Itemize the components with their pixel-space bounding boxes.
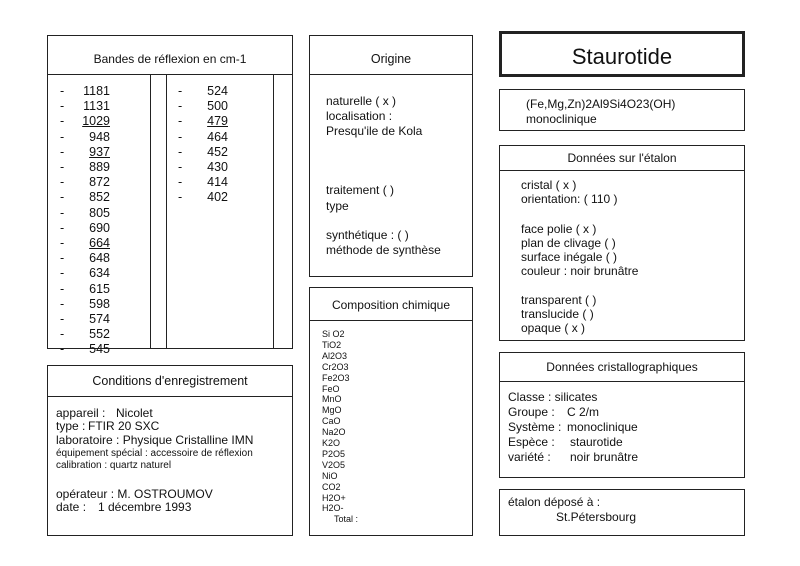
- cristallo-groupe-label: Groupe :: [508, 405, 555, 419]
- band-dash: -: [178, 160, 183, 174]
- band-value: 524: [207, 84, 228, 98]
- band-value: 805: [89, 205, 110, 220]
- depot-panel: [499, 489, 745, 536]
- conditions-appareil-label: appareil :: [56, 406, 106, 420]
- band-dash: -: [60, 190, 65, 205]
- band-value: 948: [89, 129, 110, 144]
- band-dash: -: [60, 296, 65, 311]
- conditions-type-label: type :: [56, 419, 86, 433]
- origine-naturelle: naturelle ( x ): [326, 94, 397, 108]
- etalon-title-divider: [500, 170, 744, 171]
- conditions-date-label: date :: [56, 500, 87, 514]
- band-row: [60, 251, 140, 266]
- band-value: 552: [89, 327, 110, 342]
- composition-item: NiO: [322, 470, 338, 481]
- band-row: [178, 160, 258, 175]
- composition-item: P2O5: [322, 448, 346, 459]
- band-value: 648: [89, 251, 110, 266]
- band-dash: -: [60, 281, 65, 296]
- band-value: 690: [89, 220, 110, 235]
- composition-panel: [309, 287, 473, 536]
- band-dash: -: [178, 190, 183, 205]
- band-row: [60, 114, 140, 129]
- band-value: 414: [207, 175, 228, 190]
- bands-title-divider: [48, 74, 292, 75]
- cristallo-title: Données cristallographiques: [546, 360, 698, 374]
- etalon-panel: [499, 145, 745, 341]
- band-row: [60, 327, 140, 342]
- band-dash: -: [60, 236, 65, 250]
- band-row: [60, 130, 140, 145]
- depot-label: étalon déposé à :: [508, 495, 601, 509]
- band-dash: -: [60, 266, 65, 281]
- origine-title-divider: [310, 74, 472, 75]
- origine-synthetique: synthétique : ( ): [326, 228, 409, 242]
- conditions-panel: [47, 365, 293, 536]
- etalon-face-polie: face polie ( x ): [521, 222, 597, 236]
- origine-methode: méthode de synthèse: [326, 243, 441, 257]
- cristallo-systeme-value: monoclinique: [567, 420, 638, 434]
- band-value: 479: [207, 114, 228, 129]
- band-row: [60, 84, 140, 99]
- band-row: [178, 84, 258, 99]
- conditions-title-divider: [48, 396, 292, 397]
- conditions-equipement: équipement spécial : accessoire de réflexion: [56, 448, 253, 459]
- band-dash: -: [60, 160, 65, 174]
- mineral-name: Staurotide: [571, 44, 673, 69]
- origine-panel: [309, 35, 473, 277]
- composition-item: Si O2: [322, 329, 345, 339]
- band-value: 430: [207, 160, 228, 174]
- band-row: [60, 160, 140, 175]
- cristallo-espece-label: Espèce :: [508, 435, 555, 449]
- bands-column-divider-1: [150, 74, 151, 348]
- etalon-orientation: orientation: ( 110 ): [521, 192, 618, 206]
- cristallo-title-divider: [500, 381, 744, 382]
- composition-item: H2O+: [322, 492, 346, 503]
- band-dash: -: [60, 84, 65, 98]
- cristallo-panel: [499, 352, 745, 478]
- band-value: 889: [89, 160, 110, 174]
- band-dash: -: [60, 251, 65, 266]
- band-row: [178, 130, 258, 145]
- band-row: [178, 190, 258, 205]
- etalon-translucide: translucide ( ): [521, 307, 594, 321]
- band-dash: -: [178, 144, 183, 159]
- composition-item: Al2O3: [322, 350, 348, 361]
- band-value: 615: [89, 281, 110, 296]
- band-row: [60, 206, 140, 221]
- cristallo-systeme-label: Système :: [508, 420, 562, 434]
- conditions-date-value: 1 décembre 1993: [98, 500, 192, 514]
- band-dash: -: [60, 342, 65, 357]
- composition-total: Total :: [334, 514, 359, 525]
- band-dash: -: [178, 129, 183, 144]
- origine-localisation-value: Presqu'ile de Kola: [326, 124, 423, 138]
- bands-column-divider-2: [166, 74, 167, 348]
- conditions-operateur: opérateur : M. OSTROUMOV: [56, 487, 213, 501]
- band-value: 872: [89, 175, 110, 190]
- band-row: [60, 99, 140, 114]
- etalon-transparent: transparent ( ): [521, 293, 597, 307]
- formula-panel: [499, 89, 745, 131]
- band-dash: -: [60, 312, 65, 326]
- conditions-calibration: calibration : quartz naturel: [56, 460, 172, 471]
- band-value: 1029: [82, 114, 110, 129]
- conditions-laboratoire: laboratoire : Physique Cristalline IMN: [56, 433, 254, 447]
- etalon-couleur: couleur : noir brunâtre: [521, 264, 639, 278]
- band-dash: -: [178, 175, 183, 190]
- origine-traitement: traitement ( ): [326, 183, 395, 197]
- band-value: 937: [89, 144, 110, 159]
- cristallo-variete-value: noir brunâtre: [570, 450, 639, 464]
- band-value: 452: [207, 144, 228, 159]
- etalon-plan-clivage: plan de clivage ( ): [521, 236, 616, 250]
- conditions-type-value: FTIR 20 SXC: [88, 419, 160, 433]
- mineral-system: monoclinique: [526, 112, 597, 126]
- band-row: [60, 190, 140, 205]
- band-row: [60, 312, 140, 327]
- cristallo-espece-value: staurotide: [570, 435, 623, 449]
- band-dash: -: [60, 144, 65, 159]
- band-dash: -: [60, 327, 65, 342]
- band-value: 852: [89, 190, 110, 205]
- mineral-formula: (Fe,Mg,Zn)2Al9Si4O23(OH): [526, 97, 676, 111]
- band-dash: -: [178, 99, 183, 114]
- band-value: 402: [207, 190, 228, 205]
- band-dash: -: [60, 114, 65, 129]
- band-row: [60, 145, 140, 160]
- band-row: [60, 236, 140, 251]
- composition-item: K2O: [322, 438, 341, 448]
- band-row: [60, 342, 140, 357]
- mineral-name-panel: [499, 31, 745, 77]
- bands-title: Bandes de réflexion en cm-1: [93, 52, 247, 66]
- bands-panel: [47, 35, 293, 357]
- bands-column-divider-3: [273, 74, 274, 348]
- composition-item: Na2O: [322, 427, 346, 438]
- band-row: [178, 145, 258, 160]
- band-value: 634: [89, 266, 110, 281]
- composition-item: FeO: [322, 383, 340, 394]
- band-value: 1181: [83, 84, 110, 98]
- origine-title: Origine: [370, 52, 412, 66]
- depot-value: St.Pétersbourg: [556, 510, 637, 524]
- band-row: [60, 297, 140, 312]
- etalon-cristal: cristal ( x ): [521, 178, 577, 192]
- band-row: [60, 175, 140, 190]
- composition-title-divider: [310, 320, 472, 321]
- composition-item: Fe2O3: [322, 372, 350, 383]
- band-value: 598: [89, 296, 110, 311]
- composition-item: MnO: [322, 394, 342, 405]
- band-value: 1131: [83, 99, 110, 114]
- origine-type: type: [326, 199, 349, 213]
- band-dash: -: [60, 220, 65, 235]
- composition-item: Cr2O3: [322, 361, 349, 372]
- origine-localisation-label: localisation :: [326, 109, 393, 123]
- band-dash: -: [178, 84, 183, 98]
- conditions-appareil-value: Nicolet: [116, 406, 153, 420]
- composition-item: TiO2: [322, 339, 342, 350]
- etalon-opaque: opaque ( x ): [521, 321, 586, 335]
- band-row: [60, 282, 140, 297]
- conditions-title: Conditions d'enregistrement: [92, 374, 248, 388]
- band-dash: -: [178, 114, 183, 129]
- cristallo-variete-label: variété :: [508, 450, 551, 464]
- band-row: [60, 221, 140, 236]
- band-row: [178, 175, 258, 190]
- band-value: 545: [89, 342, 110, 357]
- composition-item: MgO: [322, 405, 342, 416]
- band-dash: -: [60, 99, 65, 114]
- cristallo-classe: Classe : silicates: [508, 390, 598, 404]
- composition-item: H2O-: [322, 503, 344, 514]
- band-value: 574: [89, 312, 110, 326]
- etalon-surface-inegale: surface inégale ( ): [521, 250, 618, 264]
- band-row: [60, 266, 140, 281]
- band-dash: -: [60, 175, 65, 190]
- band-value: 500: [207, 99, 228, 114]
- band-dash: -: [60, 129, 65, 144]
- composition-item: V2O5: [322, 459, 346, 470]
- composition-item: CO2: [322, 481, 341, 492]
- composition-title: Composition chimique: [331, 298, 451, 312]
- band-row: [178, 99, 258, 114]
- band-value: 464: [207, 129, 228, 144]
- band-dash: -: [60, 205, 65, 220]
- cristallo-groupe-value: C 2/m: [567, 405, 600, 419]
- etalon-title: Données sur l'étalon: [567, 151, 677, 165]
- band-value: 664: [89, 236, 110, 250]
- band-row: [178, 114, 258, 129]
- composition-item: CaO: [322, 416, 341, 427]
